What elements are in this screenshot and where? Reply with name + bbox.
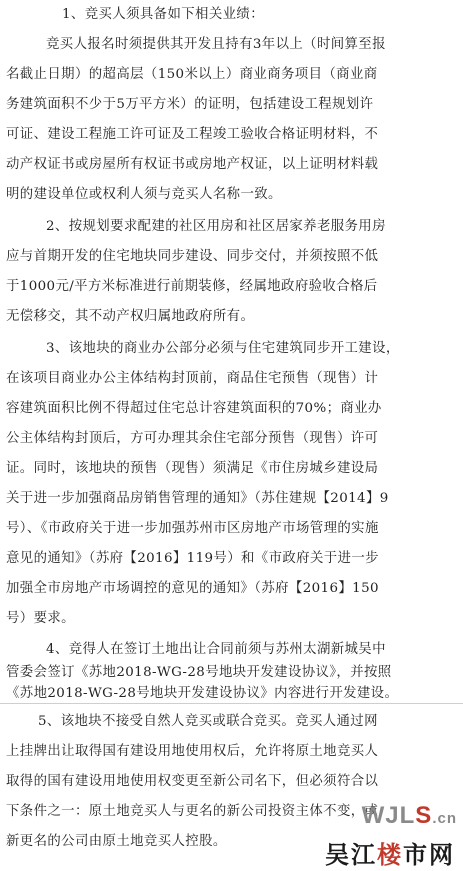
doc-line: 5、该地块不接受自然人竞买或联合竞买。竞买人通过网	[38, 714, 378, 729]
doc-line: 无偿移交，其不动产权归属地政府所有。	[6, 309, 255, 324]
doc-line: 《苏地2018-WG-28号地块开发建设协议》内容进行开发建设。	[6, 686, 399, 701]
doc-line: 在该项目商业办公主体结构封顶前，商品住宅预售（现售）计	[6, 371, 379, 386]
doc-line: 管委会签订《苏地2018-WG-28号地块开发建设协议》，并按照	[6, 665, 392, 680]
site-watermark-cn	[325, 835, 455, 870]
doc-line: 号）、《市政府关于进一步加强苏州市区房地产市场管理的实施	[6, 521, 379, 536]
doc-line: 容建筑面积比例不得超过住宅总计容建筑面积的70%；商业办	[6, 401, 382, 416]
doc-line: 务建筑面积不少于5万平方米）的证明，包括建设工程规划许	[6, 97, 374, 112]
watermark-cn-suffix: 市网	[403, 840, 455, 869]
doc-line: 加强全市房地产市场调控的意见的通知》（苏府【2016】150	[6, 581, 379, 596]
doc-line: 3、该地块的商业办公部分必须与住宅建筑同步开工建设，	[46, 341, 400, 356]
doc-line: 于1000元/平方米标准进行前期装修，经属地政府验收合格后	[6, 279, 378, 294]
doc-line: 动产权证书或房屋所有权证书或房地产权证，以上证明材料载	[6, 157, 379, 172]
watermark-prefix: WJL	[361, 802, 416, 829]
doc-line: 1、竞买人须具备如下相关业绩：	[62, 7, 264, 22]
doc-line: 上挂牌出让取得国有建设用地使用权后，允许将原土地竞买人	[6, 744, 379, 759]
doc-line: 关于进一步加强商品房销售管理的通知》（苏住建规【2014】9	[6, 491, 389, 506]
doc-line: 新更名的公司由原土地竞买人控股。	[6, 834, 227, 849]
doc-line: 意见的通知》（苏府【2016】119号）和《市政府关于进一步	[6, 551, 379, 566]
doc-line: 下条件之一：原土地竞买人与更名的新公司投资主体不变，或	[6, 804, 379, 819]
watermark-cn-logo: 楼	[377, 840, 403, 869]
doc-line: 竞买人报名时须提供其开发且持有3年以上（时间算至报	[46, 37, 386, 52]
watermark-logo-letter: S	[415, 802, 433, 829]
doc-line: 名截止日期）的超高层（150米以上）商业商务项目（商业商	[6, 67, 378, 82]
doc-line: 4、竞得人在签订土地出让合同前须与苏州太湖新城吴中	[46, 642, 386, 657]
doc-line: 取得的国有建设用地使用权变更至新公司名下，但必须符合以	[6, 774, 379, 789]
doc-line: 2、按规划要求配建的社区用房和社区居家养老服务用房	[46, 219, 386, 234]
watermark-cn-prefix: 吴江	[325, 840, 377, 869]
watermark-suffix: .cn	[432, 810, 457, 827]
doc-line: 证。同时，该地块的预售（现售）须满足《市住房城乡建设局	[6, 461, 379, 476]
site-watermark-logo	[362, 802, 457, 830]
doc-line: 应与首期开发的住宅地块同步建设、同步交付，并须按照不低	[6, 249, 379, 264]
doc-line: 公主体结构封顶后，方可办理其余住宅部分预售（现售）许可	[6, 431, 379, 446]
doc-line: 明的建设单位或权利人须与竞买人名称一致。	[6, 187, 282, 202]
doc-line: 可证、建设工程施工许可证及工程竣工验收合格证明材料，不	[6, 127, 379, 142]
doc-line: 号）要求。	[6, 611, 75, 626]
